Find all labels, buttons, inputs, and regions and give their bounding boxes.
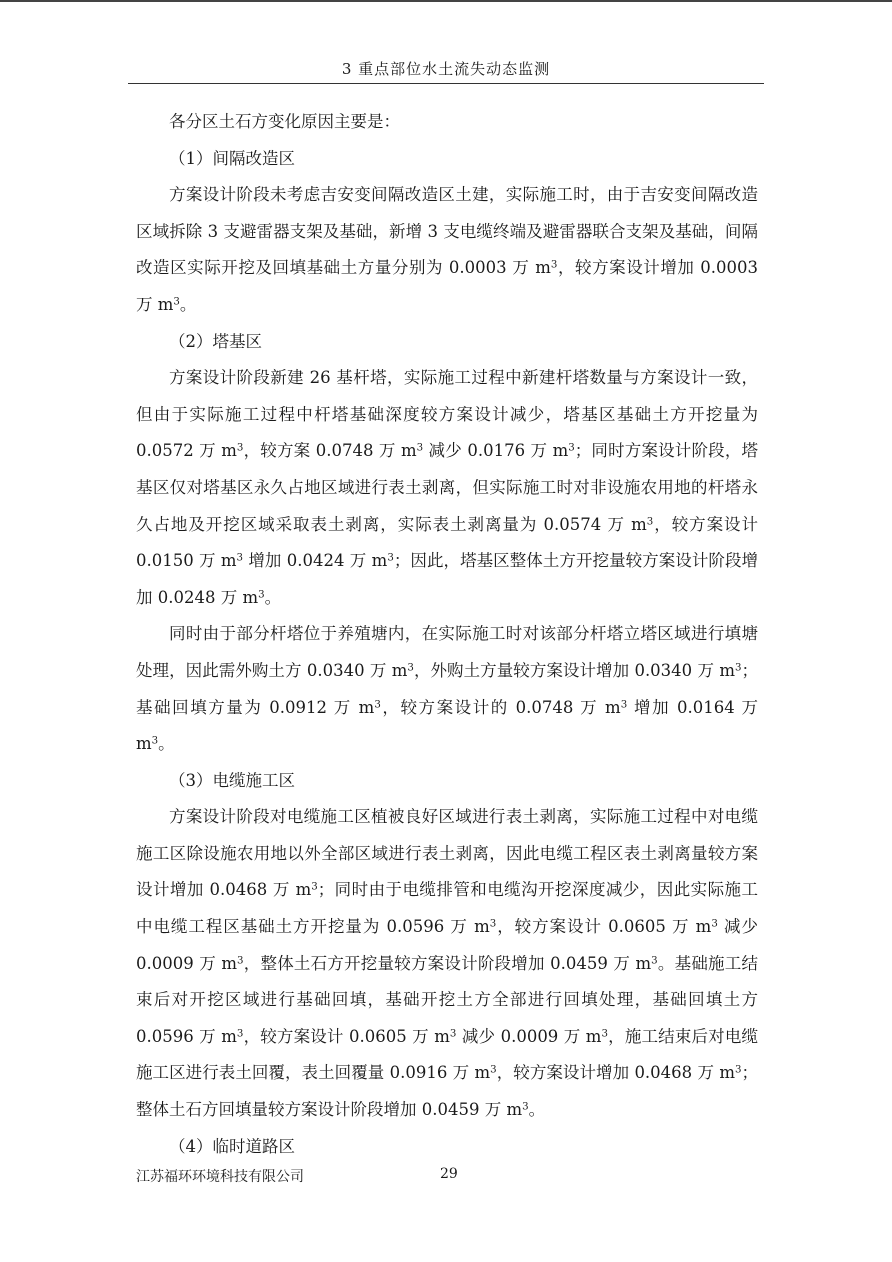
- paragraph-interval: 方案设计阶段未考虑吉安变间隔改造区土建，实际施工时，由于吉安变间隔改造区域拆除 3 支避雷器支架及基础，新增 3 支电缆终端及避雷器联合支架及基础，间隔改造区实际开挖及回填基础土方量分别为 0.0003 万 $m^3$，较方案设计增加 0.0003 万 $m^3$。: [136, 185, 758, 314]
- paragraph-tower-2: 同时由于部分杆塔位于养殖塘内，在实际施工时对该部分杆塔立塔区域进行填塘处理，因此需外购土方 0.0340 万 $m^3$，外购土方量较方案设计增加 0.0340 万 $m^3$；基础回填方量为 0.0912 万 $m^3$，较方案设计的 0.0748 万 $m^3$ 增加 0.0164 万 $m^3$。: [136, 624, 758, 754]
- page-footer: [136, 1166, 758, 1188]
- section-heading-interval: （1）间隔改造区: [169, 148, 295, 168]
- top-border: [0, 0, 892, 2]
- paragraph-tower-1: 方案设计阶段新建 26 基杆塔，实际施工过程中新建杆塔数量与方案设计一致，但由于实际施工过程中杆塔基础深度较方案设计减少，塔基区基础土方开挖量为 0.0572 万 $m^3$，较方案 0.0748 万 $m^3$ 减少 0.0176 万 $m^3$；同时方案设计阶段，塔基区仅对塔基区永久占地区域进行表土剥离，但实际施工时对非设施农用地的杆塔永久占地及开挖区域采取表土剥离，实际表土剥离量为 0.0574 万 $m^3$，较方案设计 0.0150 万 $m^3$ 增加 0.0424 万 $m^3$；因此，塔基区整体土方开挖量较方案设计阶段增加 0.0248 万 $m^3$。: [136, 368, 759, 607]
- page-number: 29: [440, 1166, 458, 1182]
- company-name: 江苏福环环境科技有限公司: [136, 1169, 304, 1185]
- intro-paragraph: 各分区土石方变化原因主要是：: [169, 112, 400, 131]
- section-heading-temp-road: （4）临时道路区: [169, 1136, 295, 1156]
- page-header: 3 重点部位水土流失动态监测: [128, 58, 764, 84]
- section-heading-tower: （2）塔基区: [169, 331, 262, 351]
- section-heading-cable: （3）电缆施工区: [169, 770, 295, 790]
- page-body: [136, 104, 758, 1165]
- paragraph-cable: 方案设计阶段对电缆施工区植被良好区域进行表土剥离，实际施工过程中对电缆施工区除设施农用地以外全部区域进行表土剥离，因此电缆工程区表土剥离量较方案设计增加 0.0468 万 $m^3$；同时由于电缆排管和电缆沟开挖深度减少，因此实际施工中电缆工程区基础土方开挖量为 0.0596 万 $m^3$，较方案设计 0.0605 万 $m^3$ 减少 0.0009 万 $m^3$，整体土石方开挖量较方案设计阶段增加 0.0459 万 $m^3$。基础施工结束后对开挖区域进行基础回填，基础开挖土方全部进行回填处理，基础回填土方 0.0596 万 $m^3$，较方案设计 0.0605 万 $m^3$ 减少 0.0009 万 $m^3$，施工结束后对电缆施工区进行表土回覆，表土回覆量 0.0916 万 $m^3$，较方案设计增加 0.0468 万 $m^3$；整体土石方回填量较方案设计阶段增加 0.0459 万 $m^3$。: [136, 807, 759, 1120]
